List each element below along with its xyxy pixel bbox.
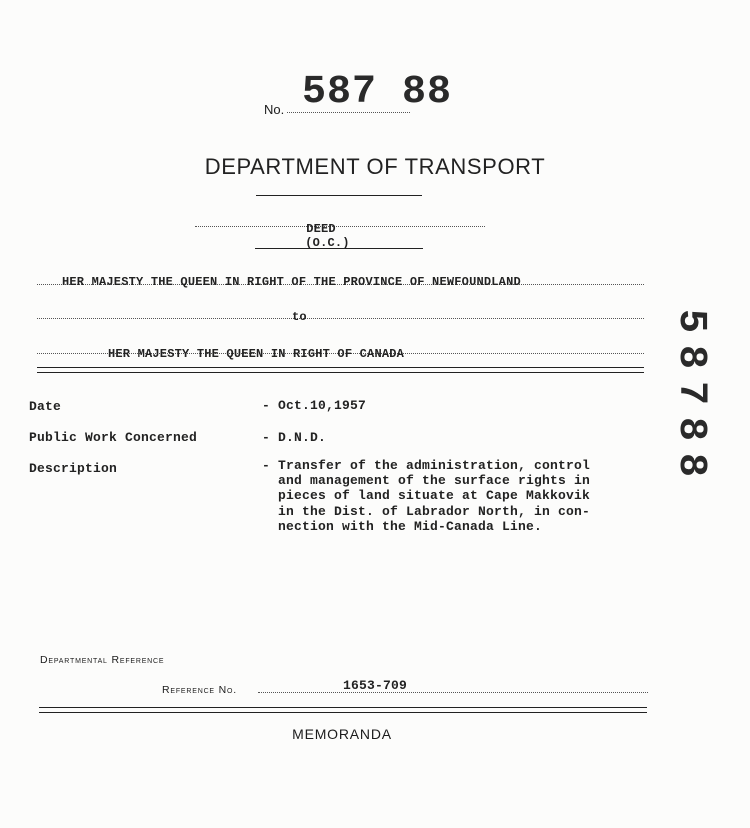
number-label: No. [264,102,285,117]
title-underline [256,195,422,196]
description-value: - Transfer of the administration, control and management of the surface rights in pieces of land situate at Cape Makkovik in the Dist. of Labrador North, in con- nection with the Mid-Canada Line. [262,458,591,534]
reference-dotted-line [258,692,648,693]
deed-underline [255,248,423,249]
departmental-reference-label: Departmental Reference [40,654,165,666]
description-label: Description [29,461,118,476]
margin-stamp-digit: 8 [668,416,713,441]
date-value: - Oct.10,1957 [262,398,367,413]
department-title: DEPARTMENT OF TRANSPORT [204,154,546,179]
margin-stamp-digit: 8 [668,452,713,477]
footer-rule-top [39,707,647,708]
margin-stamp-digit: 7 [668,380,713,405]
grantor: HER MAJESTY THE QUEEN IN RIGHT OF THE PROVINCE OF NEWFOUNDLAND [62,275,521,289]
section-rule-top [37,367,644,368]
grantee: HER MAJESTY THE QUEEN IN RIGHT OF CANADA [108,347,405,361]
margin-stamp-digit: 5 [668,308,713,333]
reference-number-value: 1653-709 [343,678,408,693]
section-rule-bottom [37,372,644,373]
memoranda-heading: MEMORANDA [292,726,392,742]
date-label: Date [29,399,62,414]
parties-connector: to [292,310,307,324]
margin-stamp-number [660,303,720,483]
public-work-value: - D.N.D. [262,430,327,445]
footer-rule-bottom [39,712,647,713]
public-work-label: Public Work Concerned [29,430,198,445]
deed-code: (O.C.) [305,236,350,250]
deed-type: DEED [306,222,336,236]
reference-number-label: Reference No. [162,684,237,696]
margin-stamp-digit: 8 [668,344,713,369]
document-number: 587 88 [302,70,453,115]
connector-dotted-line [37,318,644,319]
